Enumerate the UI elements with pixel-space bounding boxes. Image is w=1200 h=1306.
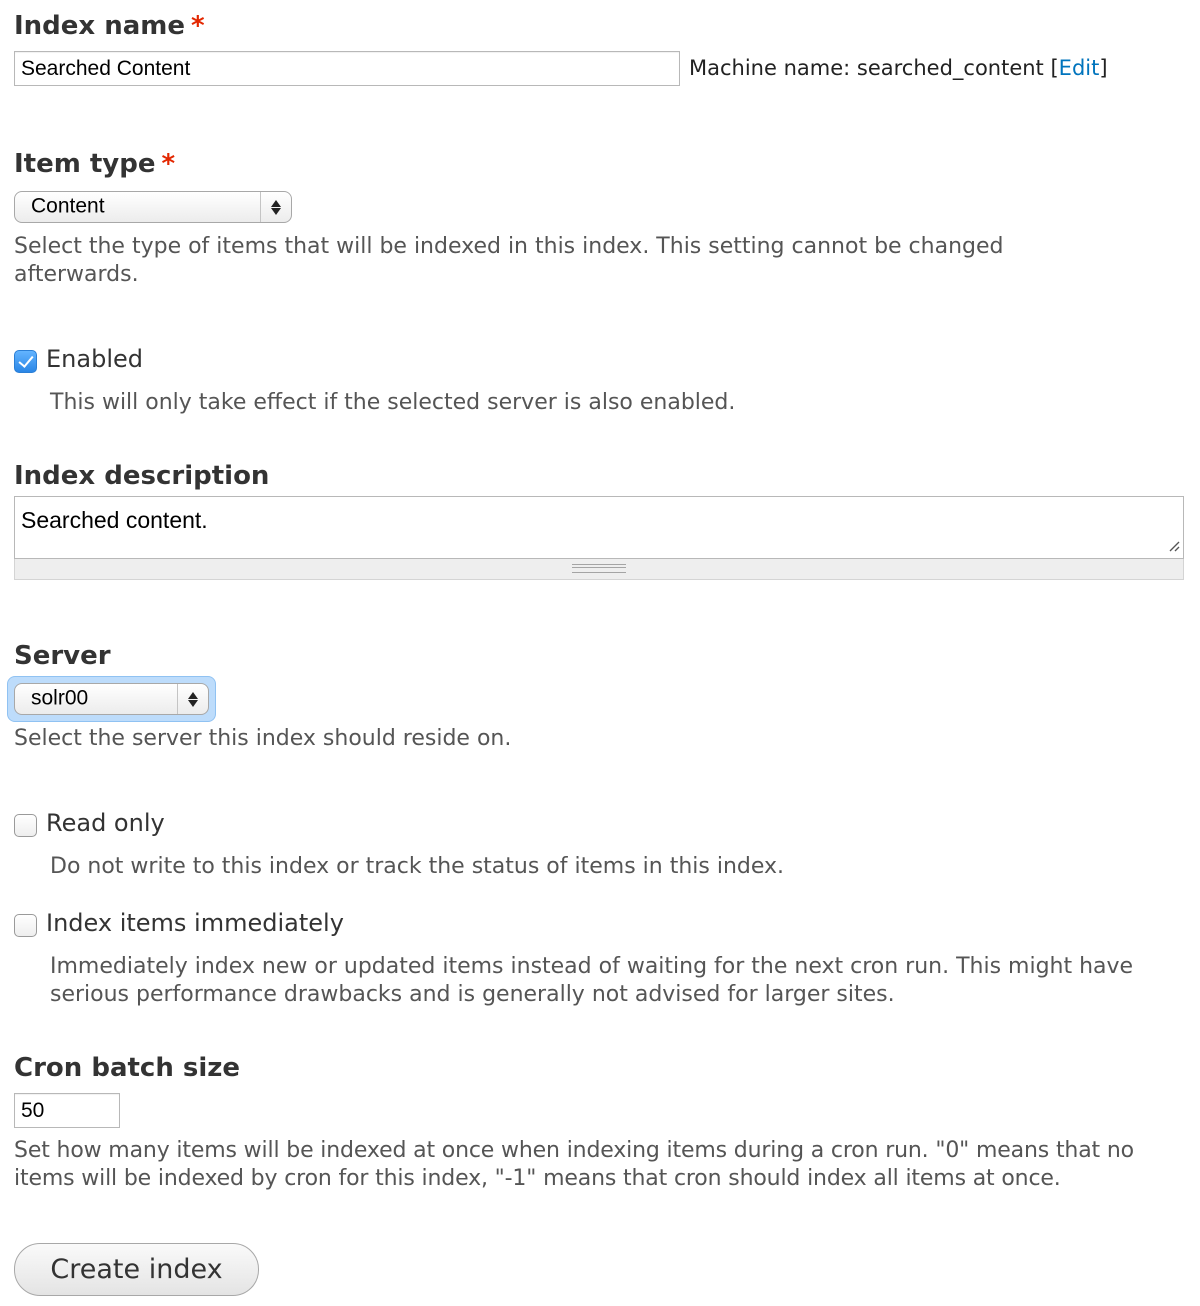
enabled-label[interactable]: Enabled — [46, 345, 143, 373]
index-description-textarea[interactable] — [14, 496, 1184, 559]
server-description: Select the server this index should reside on. — [14, 726, 512, 751]
enabled-description: This will only take effect if the selected server is also enabled. — [50, 390, 736, 415]
create-index-button[interactable]: Create index — [14, 1243, 259, 1296]
grip-handle-icon — [572, 564, 626, 573]
index-name-label — [14, 13, 205, 39]
server-select[interactable] — [14, 683, 209, 715]
required-marker: * — [161, 149, 176, 179]
machine-name-suffix: ] — [1099, 56, 1108, 80]
textarea-grippie[interactable] — [14, 559, 1184, 580]
checkmark-icon — [18, 352, 33, 368]
index-immediately-label[interactable]: Index items immediately — [46, 909, 344, 937]
index-immediately-description: Immediately index new or updated items instead of waiting for the next cron run. This might have serious performance drawbacks and is generally not advised for larger sites. — [50, 954, 1134, 1007]
enabled-checkbox[interactable] — [14, 350, 37, 373]
index-description-wrapper — [14, 496, 1184, 580]
index-name-label-text: Index name — [14, 11, 186, 41]
cron-batch-size-description: Set how many items will be indexed at once when indexing items during a cron run. "0" means that no items will be indexed by cron for this index, "-1" means that cron should index all items at once. — [14, 1138, 1134, 1191]
index-description-label: Index description — [14, 461, 270, 491]
read-only-description: Do not write to this index or track the status of items in this index. — [50, 854, 785, 879]
required-marker: * — [191, 11, 205, 41]
select-arrows-icon — [177, 684, 208, 714]
resize-corner-icon[interactable] — [1168, 540, 1180, 552]
server-selected-value: solr00 — [31, 686, 89, 710]
machine-name-edit-link[interactable]: Edit — [1058, 56, 1100, 80]
machine-name-prefix: Machine name: searched_content [ — [689, 56, 1059, 80]
item-type-select[interactable] — [14, 191, 292, 223]
cron-batch-size-input[interactable] — [14, 1093, 120, 1128]
select-arrows-icon — [260, 192, 291, 222]
index-name-input[interactable] — [14, 51, 680, 86]
item-type-label-text: Item type — [14, 149, 156, 179]
item-type-selected-value: Content — [31, 194, 105, 218]
machine-name — [689, 56, 1108, 80]
read-only-checkbox[interactable] — [14, 814, 37, 837]
item-type-description: Select the type of items that will be indexed in this index. This setting cannot be changed afterwards. — [14, 234, 1004, 287]
index-immediately-checkbox[interactable] — [14, 914, 37, 937]
read-only-label[interactable]: Read only — [46, 809, 165, 837]
server-label: Server — [14, 641, 111, 671]
item-type-label — [14, 151, 175, 177]
cron-batch-size-label: Cron batch size — [14, 1053, 241, 1083]
